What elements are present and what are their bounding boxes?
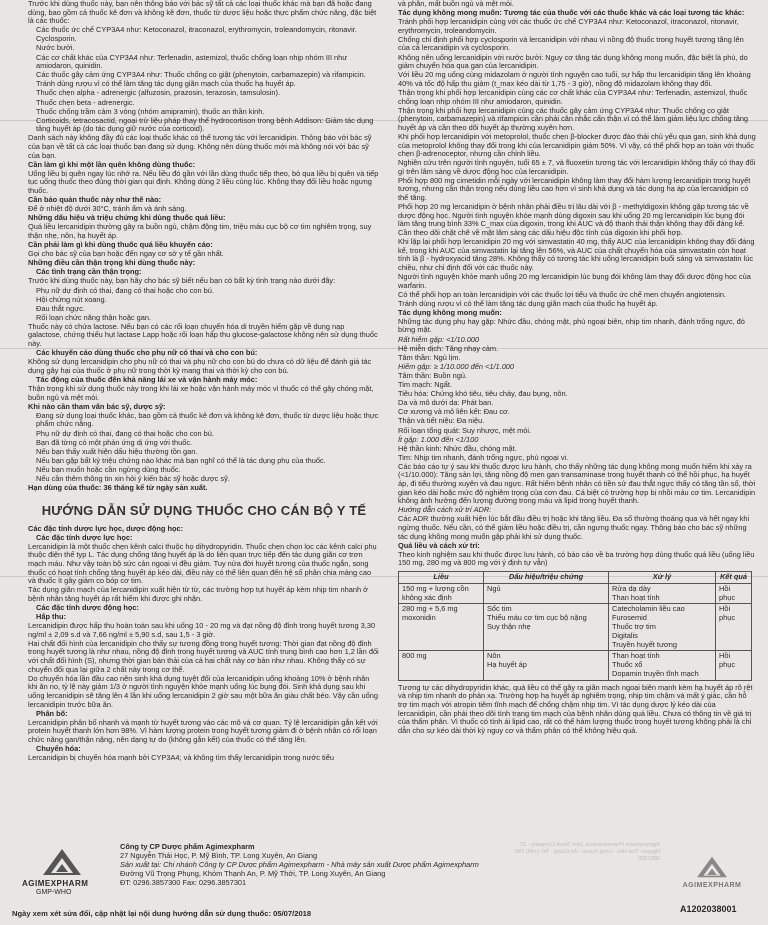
table-cell: Sốc tim Thiếu máu cơ tim cục bộ nặng Suy thận nhẹ (484, 604, 609, 651)
pd-text: Lercanidipin là một thuốc chẹn kênh calci thuộc họ dihydropyridin. Thuốc chẹn chọn lọc các kênh calci phụ thuộc điện thế typ L. Tác dụng chống tăng huyết áp là do liên quan trực tiếp đến tác dụng giãn cơ trơn mạch máu. Như vậy toàn bộ sức cản ngoại vi đều giảm. Tuy nửa đời huyết tương của thuốc ngắn, song thuốc có hoạt tính chống tăng huyết áp kéo dài, điều này có thể liên quan đến hệ số phân chia màng cao và thuốc ít gây giảm co bóp cơ tim. (28, 541, 377, 586)
distribution-heading: Phân bố: (36, 708, 68, 718)
adverse-item: Hệ thần kinh: Nhức đầu, chóng mặt. (398, 443, 517, 453)
adverse-freq: Rất hiếm gặp: <1/10.000 (398, 334, 480, 344)
metabolism-heading: Chuyển hóa: (36, 744, 81, 753)
interaction-para: Chống chỉ định phối hợp cyclosporin và lercanidipin với nhau vì nồng độ thuốc trong huyết tương tăng lên của cả lercanidipin và cyclosporin. (398, 34, 744, 53)
absorption-heading: Hấp thu: (36, 612, 66, 622)
company-address: 27 Nguyễn Thái Học, P. Mỹ Bình, TP. Long Xuyên, An Giang (120, 851, 318, 860)
overdose-intro: Theo kinh nghiệm sau khi thuốc được lưu hành, có báo cáo về ba trường hợp dùng thuốc quá liều (uống liều 150 mg, 280 mg và 800 mg với ý định tự vẫn) (398, 549, 755, 568)
adverse-item: Các báo cáo tự ý sau khi thuốc được lưu hành, cho thấy những tác dụng không mong muốn hiếm khi xảy ra (<1/10.000): Tăng sản lợi, tăng nồng độ men gan transaminase trong huyết thanh có thể hồi phục, hạ huyết áp, đi tiểu thường xuyên và đau ngực. Rất hiếm bệnh nhân có tiền sử đau thắt ngực thấy có tăng tần số, thời gian kéo dài hoặc mức độ nghiêm trọng của cơn đau. Cá biệt có trường hợp bị nhồi máu cơ tim. Lercanidipin không ảnh hưởng đến lượng đường trong máu và lipid trong huyết thanh. (398, 461, 756, 506)
adverse-item: Tâm thần: Buồn ngủ. (398, 370, 468, 380)
interaction-item: Các thuốc gây cảm ứng CYP3A4 như: Thuốc chống co giật (phenytoin, carbamazepin) và rifampicin. (36, 70, 366, 80)
distribution-text: Lercanidipin phân bố nhanh và mạnh từ huyết tương vào các mô và cơ quan. Tỷ lệ lercanidipin gắn kết với protein huyết thanh lớn hơn 98%. Vì hàm lượng protein trong huyết tương giảm đi ở bệnh nhân có rối loạn chức năng gan/thận nặng, nên dạng tự do (không gắn kết) của thuốc có thể tăng lên. (28, 717, 378, 744)
overdose-text: Tương tự các dihydropyridin khác, quá liều có thể gây ra giãn mạch ngoại biên mạnh kèm hạ huyết áp rõ rệt và nhịp tim nhanh do phản xạ. Trường hợp hạ huyết áp nghiêm trọng, nhịp tim chậm và mất ý giác, cần hỗ trợ tim mạch với atropin tiêm tĩnh mạch để chống chậm nhịp tim. Vì tác dụng dược lý kéo dài của lercanidipin, cần phải theo dõi tình trạng tim mạch của bệnh nhân dùng quá liều. Chưa có thông tin về giá trị của thẩm phân. Vì thuốc có tính ái lipid cao, rất có thể hàm lượng thuốc trong huyết tương không phải là chỉ dẫn cho sự kéo dài thời kỳ nguy cơ và thẩm phân có thể không hiệu quả. (398, 682, 753, 735)
brand-name: AGIMEXPHARM (22, 878, 89, 888)
left-column (28, 0, 380, 870)
table-row (399, 604, 752, 651)
driving-text: Thận trọng khi sử dụng thuốc này trong khi lái xe hoặc vận hành máy móc vì thuốc có thể gây chóng mặt, buồn ngủ và mệt mỏi. (28, 384, 374, 402)
interaction-item: Nước bưởi. (36, 43, 75, 53)
column-header: Liều (399, 572, 484, 584)
company-info (120, 842, 500, 887)
consult-item: Nếu bạn gặp bất kỳ triệu chứng nào khác mà bạn nghĩ có thể là tác dụng phụ của thuốc. (36, 455, 326, 465)
table-body (399, 583, 752, 680)
consult-item: Nếu bạn muốn hoặc cần ngừng dùng thuốc. (36, 464, 181, 474)
interaction-item: Tránh dùng rượu vì có thể làm tăng tác dụng giãn mạch của thuốc hạ huyết áp. (36, 79, 296, 89)
pk-heading: Các đặc tính dược động học: (36, 603, 139, 612)
pregnancy-text: Không sử dụng lercanidipin cho phụ nữ có thai và phụ nữ cho con bú do chưa có dữ liệu để đánh giá tác dụng gây hại của thuốc ở phụ nữ trong thời kỳ mang thai và thời kỳ cho con bú. (28, 357, 372, 375)
table-cell: Hồi phục (716, 604, 752, 651)
column-header: Xử lý (609, 572, 716, 584)
interaction-para: Khi phối hợp lercanidipin với metoprolol, thuốc chẹn β-blocker được đào thải chủ yếu qua gan, sinh khả dụng của metoprolol không thay đổi trong khi của lercanidipin giảm 50%. Vì vậy, có thể phối hợp an toàn với thuốc chẹn β-adrenoceptor, nhưng cần chỉnh liều. (398, 131, 756, 159)
show-through-text: Agimexpharm Pharmaceutical Joint Stock Company - 27 Nguyen Thai Hoc - Long Xuyen - An Giang - Tel: (+84) 296 3857300 (514, 842, 660, 862)
table-cell: Nôn Hạ huyết áp (484, 651, 609, 680)
table-cell: Hồi phục (716, 651, 752, 680)
table-cell: Than hoạt tính Thuốc xổ Dopamin truyền tĩnh mạch (609, 651, 716, 680)
agimexpharm-logo-icon (695, 856, 729, 878)
interaction-note: Danh sách này không đầy đủ các loại thuốc khác có thể tương tác với lercanidipin. Thông báo với bác sỹ của bạn về tất cả các loại thuốc bạn đang sử dụng. Không nên dùng thuốc mới mà không nói với bác sỹ của bạn. (28, 133, 372, 160)
forget-text: Uống liều bị quên ngay lúc nhớ ra. Nếu liều đó gần với lần dùng thuốc tiếp theo, bỏ qua liều bị quên và tiếp tục uống thuốc theo đúng thời gian qui định. Không dùng 2 liều cùng lúc. Không thay đổi liều hoặc ngưng thuốc. (28, 168, 379, 195)
consult-item: Nếu bạn thấy xuất hiện dấu hiệu thường tồn gan. (36, 446, 198, 456)
caution-item: Hội chứng nút xoang. (36, 294, 107, 304)
right-column (398, 0, 756, 870)
table-header-row (399, 572, 752, 584)
adverse-item: Tim mạch: Ngất. (398, 380, 452, 390)
column-header: Kết quả (716, 572, 752, 584)
section-title: HƯỚNG DẪN SỬ DỤNG THUỐC CHO CÁN BỘ Y TẾ (41, 502, 367, 518)
table-cell: Hồi phục (716, 583, 752, 604)
caution-text: Trước khi dùng thuốc này, bạn hãy cho bác sỹ biết nếu bạn có bất kỳ tình trạng nào dưới đây: (28, 276, 336, 286)
overdose-table (398, 571, 752, 681)
table-cell: 150 mg + lượng cồn không xác định (399, 583, 484, 604)
caution-item: Thuốc này có chứa lactose. Nếu bạn có các rối loạn chuyển hóa di truyền hiếm gặp về dung nạp galactose, chứng thiếu hụt lactase Lapp hoặc rối loạn hấp thu glucose-galactose không nên sử dụng thuốc này. (28, 321, 378, 349)
storage-heading: Cần bảo quản thuốc này như thế nào: (28, 195, 162, 205)
manufacturer: Sản xuất tại: Chi nhánh Công ty CP Dược phẩm Agimexpharm - Nhà máy sản xuất Dược phẩm Agimexpharm (120, 860, 479, 869)
adverse-freq: Hiếm gặp: ≥ 1/10.000 đến <1/1.000 (398, 361, 515, 371)
interaction-para: Khi lặp lại phối hợp lercanidipin 20 mg với simvastatin 40 mg, thấy AUC của lercanidipin không thay đổi đáng kể, trong khi AUC của simvastatin lại tăng lên 56%, và AUC của chất chuyển hóa của simvastatin còn hoạt tính là β - hydroxyacid tăng 28%. Không thấy có tương tác khi uống lercanidipin buổi sáng và simvastatin lúc chiều, như chỉ định đối với các thuốc này. (398, 237, 755, 272)
overdose-action-text: Gọi cho bác sỹ của bạn hoặc đến ngay cơ sở y tế gần nhất. (28, 249, 224, 259)
forget-heading: Cần làm gì khi một lần quên không dùng thuốc: (28, 159, 196, 169)
manufacturer-address: Đường Vũ Trọng Phụng, Khóm Thạnh An, P. Mỹ Thới, TP. Long Xuyên, An Giang (120, 869, 386, 878)
caution-item: Phụ nữ dự định có thai, đang có thai hoặc cho con bú. (36, 285, 214, 295)
document-code: A1202038001 (680, 904, 737, 914)
adverse-item: Các ADR thường xuất hiện lúc bắt đầu điều trị hoặc khi tăng liều. Đa số thường thoáng qua và hết ngay khi ngừng thuốc. Nếu cần, có thể giảm liều hoặc điều trị, cần ngưng thuốc ngay. Thông báo cho bác sỹ những tác dụng không mong muốn gặp phải khi sử dụng thuốc. (398, 514, 750, 541)
gmp-badge: GMP-WHO (36, 889, 72, 897)
interactions-heading: Tác dụng không mong muốn: Tương tác của thuốc với các thuốc khác và các loại tương tác khác: (398, 8, 745, 18)
brand-name: AGIMEXPHARM (682, 881, 742, 889)
interaction-item: Các thuốc ức chế CYP3A4 như: Ketoconazol, itraconazol, erythromycin, troleandomycin, ritonavir. (36, 25, 357, 35)
column-header: Dấu hiệu/triệu chứng (484, 572, 609, 584)
adverse-item: Cơ xương và mô liên kết: Đau cơ. (398, 407, 510, 417)
company-name: Công ty CP Dược phẩm Agimexpharm (120, 842, 255, 851)
pd-heading: Các đặc tính dược lực học: (36, 532, 133, 542)
adverse-heading: Tác dụng không mong muốn: (398, 307, 502, 317)
metabolism-text: Lercanidipin bị chuyển hóa mạnh bởi CYP3A4; và không tìm thấy lercanidipin trong nước tiểu (28, 753, 334, 763)
interaction-para: Thận trọng khi phối hợp lercanidipin cùng các cơ chất khác của CYP3A4 như: Terfenadin, astemizol, thuốc chống loạn nhịp nhóm III như amiodaron, quinidin. (398, 87, 748, 106)
interaction-para: Tránh dùng rượu vì có thể làm tăng tác dụng giãn mạch của thuốc hạ huyết áp. (398, 298, 658, 308)
adverse-item: Những tác dụng phụ hay gặp: Nhức đầu, chóng mặt, phù ngoại biên, nhịp tim nhanh, đánh trống ngực, đỏ bừng mặt. (398, 316, 745, 335)
continued-text: và phân, mất buồn ngủ và mệt mỏi. (398, 0, 514, 8)
interaction-para: Phối hợp 800 mg cimetidin mỗi ngày với lercanidipin không làm thay đổi hàm lượng lercanidipin trong huyết tương, nhưng cần thận trọng nếu dùng liều cao hơn vì sinh khả dụng và tác dụng hạ áp của lercanidipin có thể tăng. (398, 175, 751, 203)
adr-guide-heading: Hướng dẫn cách xử trí ADR: (398, 505, 492, 515)
table-cell: 800 mg (399, 651, 484, 680)
company-logo-secondary (672, 856, 752, 890)
adverse-freq: Ít gặp: 1.000 đến <1/100 (398, 434, 479, 444)
interaction-para: Với liều 20 mg uống cùng midazolam ở người tình nguyện cao tuổi, sự hấp thu lercanidipin tăng lên khoảng 40% và tốc độ hấp thu giảm (t_max kéo dài từ 1,75 - 3 giờ), nồng độ midazolam không thay đổi. (398, 70, 751, 88)
adverse-item: Thận và tiết niệu: Đa niệu. (398, 416, 485, 426)
interaction-item: Các cơ chất khác của CYP3A4 như: Terfenadin, astemizol, thuốc chống loạn nhịp nhóm III như amiodaron, quinidin. (36, 52, 348, 71)
caution-subheading: Các tình trạng cần thận trọng: (36, 267, 142, 277)
pregnancy-subheading: Các khuyến cáo dùng thuốc cho phụ nữ có thai và cho con bú: (36, 348, 258, 358)
table-row (399, 583, 752, 604)
interaction-item: Thuốc chẹn beta - adrenergic. (36, 97, 135, 107)
table-cell: Ngủ (484, 583, 609, 604)
absorption-text: Lercanidipin được hấp thu hoàn toàn sau khi uống 10 - 20 mg và đạt nồng độ đỉnh trong huyết tương 3,30 ng/ml ± 2,09 s.d và 7,66 ng/ml ± 5,90 s.d, sau 1,5 - 3 giờ. (28, 621, 376, 639)
interaction-item: Thuốc chống trầm cảm 3 vòng (nhóm amipramin), thuốc an thần kinh. (36, 106, 265, 116)
adverse-item: Rối loạn tổng quát: Suy nhược, mệt mỏi. (398, 425, 532, 435)
adverse-item: Tâm thần: Ngủ lịm. (398, 352, 461, 362)
consult-item: Nếu cần thêm thông tin xin hỏi ý kiến bác sỹ hoặc dược sỹ. (36, 473, 230, 483)
adverse-item: Tiêu hóa: Chứng khó tiêu, tiêu chảy, đau bụng, nôn. (398, 389, 568, 399)
interaction-item: Cyclosporin. (36, 34, 77, 44)
adverse-item: Hệ miễn dịch: Tăng nhạy cảm. (398, 343, 499, 353)
overdose-action-heading: Cần phải làm gì khi dùng thuốc quá liều khuyến cáo: (28, 240, 213, 250)
pd-text: Tác dụng giãn mạch của lercanidipin xuất hiện từ từ, các trường hợp tụt huyết áp kèm nhịp tim nhanh ở bệnh nhân tăng huyết áp rất hiếm khi được ghi nhận. (28, 585, 368, 603)
interaction-para: Tránh phối hợp lercanidipin cùng với các thuốc ức chế CYP3A4 như: Ketoconazol, itraconazol, ritonavir, erythromycin, troleandomycin. (398, 17, 739, 35)
table-cell: 280 mg + 5,6 mg moxonidin (399, 604, 484, 651)
shelf-life: Hạn dùng của thuốc: 36 tháng kể từ ngày sản xuất. (28, 483, 208, 493)
interaction-para: Nghiên cứu trên người tình nguyện, tuổi 65 ± 7, và fluoxetin tương tác với lercanidipin không thấy có thay đổi gì trên lâm sàng về dược động học của lercanidipin. (398, 158, 756, 176)
interaction-para: Người tình nguyện khỏe mạnh uống 20 mg lercanidipin lúc bụng đói không làm thay đổi dược động học của warfarin. (398, 271, 751, 290)
driving-subheading: Tác động của thuốc đến khả năng lái xe và vận hành máy móc: (36, 374, 258, 384)
revision-date: Ngày xem xét sửa đổi, cập nhật lại nội dung hướng dẫn sử dụng thuốc: 05/07/2018 (12, 909, 312, 918)
consult-item: Phụ nữ dự định có thai, đang có thai hoặc cho con bú. (36, 428, 214, 438)
adverse-item: Tim: Nhịp tim nhanh, đánh trống ngực, phù ngoại vi. (398, 452, 569, 462)
interaction-para: Không nên uống lercanidipin với nước bưởi: Nguy cơ tăng tác dụng không mong muốn, đặc biệt là phù, do giảm chuyển hóa qua gan của lercanidipin. (398, 52, 748, 71)
consult-item: Bạn đã từng có một phản ứng dị ứng với thuốc. (36, 437, 193, 447)
interaction-item: Thuốc chẹn alpha - adrenergic (alfuzosin, prazosin, terazosin, tamsulosin). (36, 88, 281, 98)
consult-heading: Khi nào cần tham vấn bác sỹ, dược sỹ: (28, 401, 166, 411)
absorption-text: Do chuyển hóa lần đầu cao nên sinh khả dụng tuyệt đối của lercanidipin uống khoảng 10% ở bệnh nhân khi ăn no, tỷ lệ này giảm 1/3 ở người tình nguyện khỏe mạnh uống lúc bụng đói. Sinh khả dụng sau khi uống lercanidipin sẽ tăng lên 4 lần khi uống lercanidipin 2 giờ sau một bữa ăn giàu chất béo. Vậy cần uống lercanidipin trước bữa ăn. (28, 673, 379, 709)
caution-heading: Những điều cần thận trọng khi dùng thuốc này: (28, 258, 196, 268)
interaction-para: Thận trọng khi phối hợp lercanidipin cùng các thuốc gây cảm ứng CYP3A4 như: Thuốc chống co giật (phenytoin, carbamazepin) và rifampicin cần phải cân nhắc cẩn thận vì có thể làm giảm liệu lực chống tăng huyết áp và cần theo dõi huyết áp thường xuyên hơn. (398, 105, 749, 132)
interaction-item: Corticoids, tetracosactid, ngoại trừ liệu pháp thay thế hydrocortison trong bệnh Addison: Giảm tác dụng tăng huyết áp (do tác dụng giữ nước của corticoid). (36, 115, 374, 134)
company-logo (22, 848, 106, 898)
caution-item: Rối loạn chức năng thận hoặc gan. (36, 312, 152, 322)
pharm-heading: Các đặc tính dược lực học, dược động học: (28, 523, 184, 533)
company-phone: ĐT: 0296.3857300 Fax: 0296.3857301 (120, 878, 247, 887)
table-cell: Rửa dạ dày Than hoạt tính (609, 583, 716, 604)
absorption-text: Hai chất đối hình của lercanidipin cho thấy sự tương đồng trong huyết tương: Thời gian đạt nồng độ đỉnh trong huyết tương là như nhau, nồng độ đỉnh trong huyết tương và AUC tính trung bình cao hơn 1,2 lần đối với chất đối hình (S), nhưng thời gian bán thải của cả hai chất này cơ bản như nhau. Không thấy có sự chuyển đổi qua lại giữa 2 chất này trong cơ thể. (28, 638, 379, 674)
caution-item: Đau thắt ngực. (36, 303, 85, 313)
adverse-item: Da và mô dưới da: Phát ban. (398, 398, 494, 408)
interaction-para: Có thể phối hợp an toàn lercanidipin với các thuốc lợi tiểu và thuốc ức chế men chuyển angiotensin. (398, 289, 727, 299)
table-cell: Catecholamin liều cao Furosemid Thuốc trợ tim Digitalis Truyền huyết tương (609, 604, 716, 651)
table-row (399, 651, 752, 680)
overdose-heading: Quá liều và cách xử trí: (398, 540, 480, 550)
overdose-signs-text: Quá liều lercanidipin thường gây ra buồn ngủ, chậm động tim, triệu máu cục bộ cơ tim nghiêm trọng, suy thận nhẹ, nôn, hạ huyết áp. (28, 222, 372, 240)
storage-text: Để ở nhiệt độ dưới 30°C, tránh ẩm và ánh sáng. (28, 204, 187, 214)
agimexpharm-logo-icon (42, 848, 82, 876)
interaction-intro: Trước khi dùng thuốc này, bạn nên thông báo với bác sỹ tất cả các loại thuốc khác mà bạn đã hoặc đang dùng, bao gồm cả thuốc kê đơn và không kê đơn, thuốc từ dược liệu hoặc thực phẩm chức năng, đặc biệt là các thuốc: (28, 0, 377, 26)
consult-item: Đang sử dụng loại thuốc khác, bao gồm cả thuốc kê đơn và không kê đơn, thuốc từ dược liệu hoặc thực phẩm chức năng. (36, 410, 379, 429)
overdose-signs-heading: Những dấu hiệu và triệu chứng khi dùng thuốc quá liều: (28, 213, 226, 223)
interaction-para: Phối hợp 20 mg lercanidipin ở bệnh nhân phải điều trị lâu dài với β - methyldigoxin không gặp tương tác về dược động học. Người tình nguyện khỏe mạnh dùng digoxin sau khi uống 20 mg lercanidipin lúc bụng đói làm tăng trung bình 33% C_max của digoxin, trong khi AUC và độ thanh thải thận không thay đổi đáng kể. Cần theo dõi chặt chẽ về mặt lâm sàng các dấu hiệu độc tính của digoxin khi phối hợp. (398, 202, 749, 237)
